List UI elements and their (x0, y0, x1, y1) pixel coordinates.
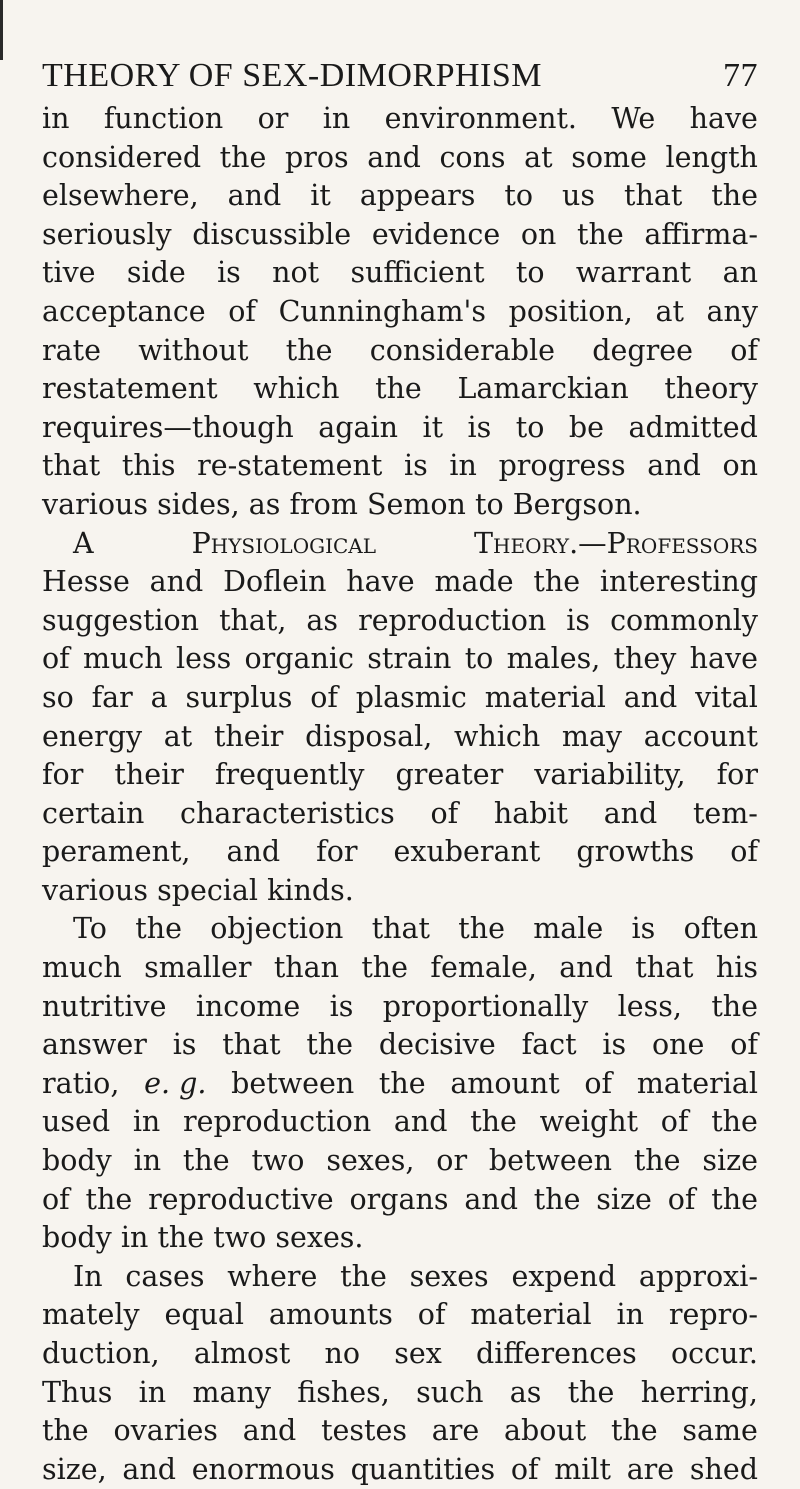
text-line (42, 1142, 758, 1181)
word: to (504, 179, 534, 213)
word: the (306, 1028, 354, 1062)
word: and (122, 1452, 176, 1486)
word: approxi- (638, 1259, 758, 1293)
word: the (533, 1182, 581, 1216)
word: ovaries (113, 1414, 218, 1448)
word: fact (521, 1028, 577, 1062)
word: interesting (599, 565, 758, 599)
word: the (711, 989, 758, 1023)
word: a (150, 680, 168, 714)
word: answer (42, 1028, 147, 1062)
word: of (667, 1182, 696, 1216)
body-text (42, 100, 758, 1489)
word: tive (42, 256, 96, 290)
word: To (73, 912, 107, 946)
word: disposal, (305, 719, 433, 753)
word: to (515, 256, 545, 290)
text-line (42, 718, 758, 757)
word: size (702, 1144, 758, 1178)
word: body (42, 1144, 112, 1178)
word: equal (164, 1298, 245, 1332)
word: in (138, 1375, 167, 1409)
word: female, (430, 951, 537, 985)
word: an (722, 256, 758, 290)
word: sexes. (275, 1221, 364, 1255)
text-line (42, 177, 758, 216)
word: Theory.—Professors (474, 526, 758, 560)
word: discussible (192, 217, 352, 251)
word: quantities (350, 1452, 496, 1486)
word: have (346, 565, 415, 599)
word: in (449, 449, 477, 483)
word: degree (592, 333, 693, 367)
word: surplus (185, 680, 293, 714)
word: herring, (640, 1375, 758, 1409)
word: sufficient (350, 256, 485, 290)
text-line (42, 1065, 758, 1104)
word: In (73, 1259, 103, 1293)
word: the (458, 912, 505, 946)
word: that (42, 449, 101, 483)
text-line (42, 1374, 758, 1413)
word: considered (42, 140, 202, 174)
word: the (378, 1066, 426, 1100)
word: two (213, 1221, 267, 1255)
text-line (42, 1451, 758, 1489)
word: size (596, 1182, 652, 1216)
word: exuberant (393, 835, 541, 869)
word: reproduction (183, 1105, 372, 1139)
text-line (42, 949, 758, 988)
word: where (227, 1259, 318, 1293)
word: repro- (668, 1298, 758, 1332)
word: of (730, 333, 758, 367)
word: expend (511, 1259, 617, 1293)
word: sexes (409, 1259, 489, 1293)
word: perament, (42, 835, 191, 869)
word: the (135, 912, 182, 946)
word: from (289, 487, 358, 521)
word: that (222, 1028, 281, 1062)
word: may (561, 719, 623, 753)
text-line (42, 100, 758, 139)
word: the (361, 951, 409, 985)
word: his (715, 951, 758, 985)
word: is (172, 1028, 197, 1062)
word: various (42, 487, 148, 521)
word: size, (42, 1452, 107, 1486)
word: commonly (610, 603, 758, 637)
text-line (42, 679, 758, 718)
word: Hesse (42, 565, 130, 599)
text-line (42, 332, 758, 371)
word: the (711, 179, 758, 213)
word: evidence (371, 217, 501, 251)
word: and (149, 565, 204, 599)
word: Cunningham's (278, 294, 486, 328)
text-line (42, 833, 758, 872)
word: testes (321, 1414, 407, 1448)
text-line (42, 486, 758, 525)
word: habit (493, 796, 569, 830)
text-line (42, 1335, 758, 1374)
word: about (503, 1414, 587, 1448)
word: between (488, 1144, 612, 1178)
word: affirma- (644, 217, 758, 251)
word: in (132, 1105, 161, 1139)
word: objection (210, 912, 344, 946)
word: the (285, 333, 333, 367)
word: admitted (628, 410, 758, 444)
text-line (42, 1219, 758, 1258)
word: proportionally (382, 989, 589, 1023)
word: sex (394, 1337, 442, 1370)
word: it (422, 410, 444, 444)
word: at (163, 719, 193, 753)
word: various (42, 873, 148, 907)
word: ratio, (42, 1066, 120, 1100)
word: Thus (42, 1375, 113, 1409)
word: male (533, 912, 604, 946)
word: have (689, 102, 758, 135)
word: have (689, 642, 758, 676)
word: theory (664, 372, 758, 406)
word: restatement (42, 372, 218, 406)
word: of (730, 1028, 758, 1062)
word: one (651, 1028, 705, 1062)
word: us (562, 179, 596, 213)
word: rate (42, 333, 101, 367)
word: strain (367, 642, 452, 676)
word: material (484, 680, 606, 714)
word: in (120, 1221, 149, 1255)
word: e. g. (144, 1066, 207, 1100)
text-line (42, 640, 758, 679)
word: of (584, 1066, 613, 1100)
word: kinds. (267, 873, 354, 907)
text-line (42, 910, 758, 949)
page-edge-shadow (0, 0, 3, 60)
word: reproductive (148, 1182, 334, 1216)
word: progress (498, 449, 626, 483)
word: and (623, 680, 678, 714)
word: pros (284, 140, 349, 174)
word: weight (539, 1105, 639, 1139)
word: be (568, 410, 605, 444)
word: on (722, 449, 758, 483)
word: re-statement (197, 449, 383, 483)
word: less (175, 642, 232, 676)
word: of (660, 1105, 689, 1139)
word: that (635, 951, 694, 985)
word: growths (576, 835, 695, 869)
word: greater (395, 758, 504, 792)
word: males, (506, 642, 601, 676)
word: in (322, 102, 351, 135)
word: their (213, 719, 284, 753)
word: in (42, 102, 70, 135)
word: shed (689, 1452, 758, 1486)
text-line (42, 409, 758, 448)
running-title: THEORY OF SEX-DIMORPHISM (42, 57, 543, 94)
word: fishes, (297, 1375, 390, 1409)
word: decisive (378, 1028, 496, 1062)
word: the (567, 1375, 615, 1409)
word: much (42, 951, 122, 985)
word: as (509, 1375, 542, 1409)
text-line (42, 563, 758, 602)
word: body (42, 1221, 112, 1255)
word: sides, (157, 487, 240, 521)
word: so (42, 680, 74, 714)
word: requires—though (42, 410, 294, 444)
word: that (371, 912, 430, 946)
word: the (219, 140, 267, 174)
word: the (610, 1414, 658, 1448)
page-number: 77 (723, 57, 758, 94)
word: characteristics (180, 796, 395, 830)
word: the (577, 217, 624, 251)
word: Lamarckian (457, 372, 629, 406)
word: reproduction (358, 603, 547, 637)
word: than (273, 951, 339, 985)
word: and (367, 140, 421, 174)
word: certain (42, 796, 145, 830)
word: without (138, 333, 249, 367)
word: used (42, 1105, 111, 1139)
word: is (329, 989, 354, 1023)
word: for (316, 835, 358, 869)
running-header (42, 56, 758, 96)
word: far (91, 680, 133, 714)
word: at (524, 140, 553, 174)
word: frequently (214, 758, 365, 792)
word: not (272, 256, 320, 290)
word: in (616, 1298, 644, 1332)
word: this (121, 449, 176, 483)
word: for (42, 758, 84, 792)
word: acceptance (42, 294, 206, 328)
word: the (711, 1182, 758, 1216)
text-line (42, 293, 758, 332)
word: any (706, 294, 758, 328)
word: much (83, 642, 163, 676)
word: amount (450, 1066, 560, 1100)
word: and (464, 1182, 518, 1216)
word: of (42, 1182, 70, 1216)
word: the (633, 1144, 681, 1178)
word: warrant (575, 256, 692, 290)
text-line (42, 1026, 758, 1065)
word: and (559, 951, 613, 985)
word: and (242, 1414, 297, 1448)
word: We (611, 102, 656, 135)
word: their (114, 758, 184, 792)
word: special (157, 873, 259, 907)
word: organs (349, 1182, 449, 1216)
word: are (431, 1414, 480, 1448)
word: Bergson. (512, 487, 642, 521)
word: that (624, 179, 683, 213)
word: account (643, 719, 758, 753)
word: of (510, 1452, 539, 1486)
word: of (228, 294, 256, 328)
word: such (416, 1375, 484, 1409)
word: plasmic (355, 680, 467, 714)
word: as (248, 487, 281, 521)
word: the (340, 1259, 387, 1293)
word: sexes, (326, 1144, 415, 1178)
word: again (318, 410, 398, 444)
word: almost (193, 1337, 291, 1370)
text-line (42, 447, 758, 486)
word: and (647, 449, 701, 483)
word: which (454, 719, 541, 753)
word: some (571, 140, 647, 174)
word: elsewhere, (42, 179, 199, 213)
word: which (253, 372, 340, 406)
word: is (602, 1028, 627, 1062)
text-line (42, 370, 758, 409)
word: many (192, 1375, 271, 1409)
word: Doflein (223, 565, 327, 599)
word: of (417, 1298, 446, 1332)
word: or (257, 102, 289, 135)
word: is (467, 410, 492, 444)
text-line (42, 1258, 758, 1297)
word: two (251, 1144, 305, 1178)
word: between (231, 1066, 355, 1100)
word: material (636, 1066, 758, 1100)
word: suggestion (42, 603, 200, 637)
word: organic (244, 642, 354, 676)
word: and (226, 835, 281, 869)
word: milt (554, 1452, 611, 1486)
word: vital (695, 680, 758, 714)
word: to (515, 410, 545, 444)
word: A (73, 526, 94, 560)
word: position, (508, 294, 633, 328)
word: is (404, 449, 428, 483)
word: same (682, 1414, 758, 1448)
word: duction, (42, 1337, 160, 1370)
word: of (310, 680, 338, 714)
text-line (42, 602, 758, 641)
word: is (566, 603, 591, 637)
word: the (375, 372, 422, 406)
word: of (430, 796, 459, 830)
word: the (470, 1105, 517, 1139)
word: amounts (268, 1298, 393, 1332)
word: the (182, 1144, 230, 1178)
word: they (613, 642, 677, 676)
word: Semon (366, 487, 466, 521)
word: that, (219, 603, 287, 637)
text-line (42, 254, 758, 293)
word: and (393, 1105, 448, 1139)
word: often (683, 912, 758, 946)
text-line (42, 1181, 758, 1220)
word: seriously (42, 217, 172, 251)
text-line (42, 756, 758, 795)
text-line (42, 1103, 758, 1142)
word: for (716, 758, 758, 792)
word: less, (617, 989, 682, 1023)
word: the (711, 1105, 758, 1139)
word: enormous (191, 1452, 335, 1486)
word: on (520, 217, 557, 251)
word: side (126, 256, 186, 290)
word: energy (42, 719, 143, 753)
word: are (626, 1452, 675, 1486)
word: or (436, 1144, 468, 1178)
word: variability, (534, 758, 686, 792)
word: nutritive (42, 989, 167, 1023)
word: Physiological (191, 526, 377, 560)
word: income (195, 989, 301, 1023)
word: considerable (369, 333, 555, 367)
word: environment. (384, 102, 577, 135)
word: appears (359, 179, 476, 213)
word: mately (42, 1298, 140, 1332)
word: material (470, 1298, 592, 1332)
word: cases (125, 1259, 205, 1293)
word: the (533, 565, 581, 599)
text-line (42, 139, 758, 178)
word: occur. (670, 1337, 758, 1370)
word: is (631, 912, 656, 946)
word: is (217, 256, 241, 290)
word: as (306, 603, 339, 637)
word: the (157, 1221, 205, 1255)
word: differences (475, 1337, 637, 1370)
word: smaller (144, 951, 252, 985)
word: the (85, 1182, 133, 1216)
word: and (603, 796, 658, 830)
word: of (730, 835, 758, 869)
text-line (42, 872, 758, 911)
word: tem- (692, 796, 758, 830)
word: of (42, 642, 70, 676)
word: cons (439, 140, 506, 174)
word: it (310, 179, 331, 213)
text-line (42, 525, 758, 564)
word: in (133, 1144, 162, 1178)
word: to (464, 642, 494, 676)
text-line (42, 1296, 758, 1335)
text-line (42, 1412, 758, 1451)
text-line (42, 795, 758, 834)
word: at (655, 294, 684, 328)
word: the (42, 1414, 89, 1448)
word: to (475, 487, 504, 521)
word: no (324, 1337, 360, 1370)
text-line (42, 216, 758, 255)
word: made (434, 565, 514, 599)
text-line (42, 988, 758, 1027)
word: and (227, 179, 282, 213)
word: function (103, 102, 224, 135)
word: length (665, 140, 758, 174)
